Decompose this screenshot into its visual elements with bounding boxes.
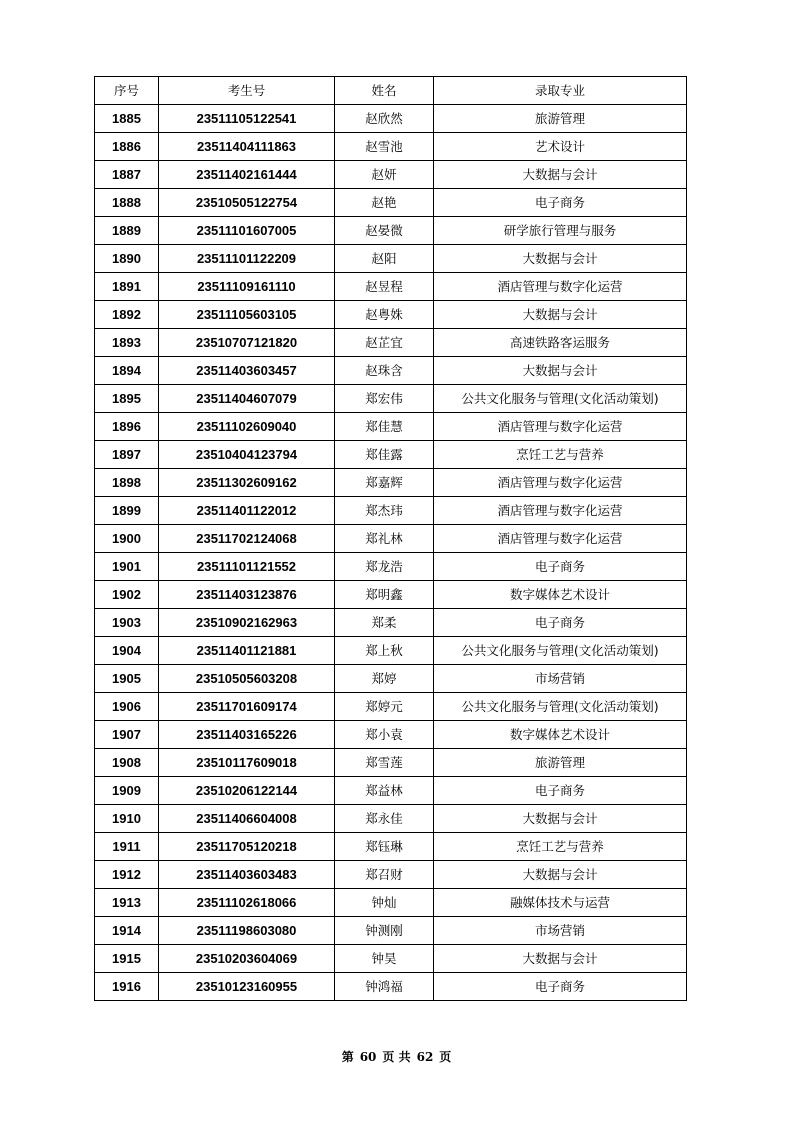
cell-name: 郑杰玮	[335, 497, 434, 525]
cell-major: 大数据与会计	[434, 245, 687, 273]
footer-prefix: 第	[341, 1050, 354, 1064]
footer-suffix: 页	[439, 1050, 452, 1064]
cell-serial: 1896	[95, 413, 159, 441]
cell-name: 郑婷元	[335, 693, 434, 721]
cell-major: 大数据与会计	[434, 301, 687, 329]
page-footer	[0, 1048, 793, 1065]
header-major: 录取专业	[434, 77, 687, 105]
cell-name: 郑佳慧	[335, 413, 434, 441]
table-row	[95, 525, 687, 553]
cell-major: 酒店管理与数字化运营	[434, 525, 687, 553]
cell-name: 郑明鑫	[335, 581, 434, 609]
cell-name: 郑上秋	[335, 637, 434, 665]
cell-serial: 1900	[95, 525, 159, 553]
cell-candidate-id: 23511101121552	[159, 553, 335, 581]
cell-serial: 1889	[95, 217, 159, 245]
cell-serial: 1894	[95, 357, 159, 385]
cell-name: 钟昊	[335, 945, 434, 973]
cell-name: 赵阳	[335, 245, 434, 273]
cell-serial: 1895	[95, 385, 159, 413]
cell-candidate-id: 23511403603457	[159, 357, 335, 385]
cell-major: 数字媒体艺术设计	[434, 721, 687, 749]
cell-major: 艺术设计	[434, 133, 687, 161]
header-candidate-id: 考生号	[159, 77, 335, 105]
cell-candidate-id: 23511401122012	[159, 497, 335, 525]
cell-major: 旅游管理	[434, 105, 687, 133]
table-row	[95, 105, 687, 133]
cell-major: 公共文化服务与管理(文化活动策划)	[434, 385, 687, 413]
admission-table	[94, 76, 687, 1001]
cell-serial: 1905	[95, 665, 159, 693]
cell-name: 郑婷	[335, 665, 434, 693]
cell-name: 赵妍	[335, 161, 434, 189]
cell-major: 市场营销	[434, 917, 687, 945]
footer-page-number: 60	[359, 1050, 377, 1064]
cell-name: 郑嘉辉	[335, 469, 434, 497]
cell-serial: 1914	[95, 917, 159, 945]
cell-candidate-id: 23511406604008	[159, 805, 335, 833]
cell-candidate-id: 23511701609174	[159, 693, 335, 721]
cell-serial: 1892	[95, 301, 159, 329]
cell-candidate-id: 23511109161110	[159, 273, 335, 301]
cell-major: 电子商务	[434, 553, 687, 581]
table-row	[95, 945, 687, 973]
cell-major: 高速铁路客运服务	[434, 329, 687, 357]
table-row	[95, 469, 687, 497]
cell-serial: 1885	[95, 105, 159, 133]
header-row	[95, 77, 687, 105]
cell-serial: 1912	[95, 861, 159, 889]
cell-major: 电子商务	[434, 609, 687, 637]
cell-major: 旅游管理	[434, 749, 687, 777]
cell-major: 大数据与会计	[434, 357, 687, 385]
cell-candidate-id: 23510117609018	[159, 749, 335, 777]
cell-serial: 1898	[95, 469, 159, 497]
cell-serial: 1910	[95, 805, 159, 833]
cell-candidate-id: 23511105122541	[159, 105, 335, 133]
cell-serial: 1899	[95, 497, 159, 525]
cell-name: 钟灿	[335, 889, 434, 917]
cell-name: 赵欣然	[335, 105, 434, 133]
cell-candidate-id: 23510203604069	[159, 945, 335, 973]
cell-candidate-id: 23511404111863	[159, 133, 335, 161]
cell-major: 公共文化服务与管理(文化活动策划)	[434, 637, 687, 665]
cell-candidate-id: 23510206122144	[159, 777, 335, 805]
cell-major: 烹饪工艺与营养	[434, 441, 687, 469]
table-row	[95, 609, 687, 637]
cell-serial: 1887	[95, 161, 159, 189]
table-row	[95, 833, 687, 861]
cell-candidate-id: 23511101122209	[159, 245, 335, 273]
cell-candidate-id: 23511302609162	[159, 469, 335, 497]
cell-serial: 1901	[95, 553, 159, 581]
cell-candidate-id: 23511198603080	[159, 917, 335, 945]
table-row	[95, 777, 687, 805]
cell-candidate-id: 23510505122754	[159, 189, 335, 217]
table-header	[95, 77, 687, 105]
cell-serial: 1913	[95, 889, 159, 917]
table-row	[95, 805, 687, 833]
cell-name: 郑召财	[335, 861, 434, 889]
table-body	[95, 105, 687, 1001]
cell-serial: 1890	[95, 245, 159, 273]
header-name: 姓名	[335, 77, 434, 105]
cell-serial: 1897	[95, 441, 159, 469]
cell-name: 郑永佳	[335, 805, 434, 833]
table-row	[95, 217, 687, 245]
cell-name: 郑柔	[335, 609, 434, 637]
cell-major: 大数据与会计	[434, 945, 687, 973]
table-row	[95, 889, 687, 917]
table-row	[95, 553, 687, 581]
cell-major: 市场营销	[434, 665, 687, 693]
cell-candidate-id: 23511105603105	[159, 301, 335, 329]
cell-major: 研学旅行管理与服务	[434, 217, 687, 245]
cell-major: 融媒体技术与运营	[434, 889, 687, 917]
footer-total-pages: 62	[416, 1050, 434, 1064]
table-row	[95, 665, 687, 693]
table-row	[95, 245, 687, 273]
cell-candidate-id: 23511702124068	[159, 525, 335, 553]
table-row	[95, 385, 687, 413]
cell-candidate-id: 23510707121820	[159, 329, 335, 357]
table-row	[95, 637, 687, 665]
cell-serial: 1903	[95, 609, 159, 637]
cell-serial: 1888	[95, 189, 159, 217]
table-row	[95, 721, 687, 749]
cell-major: 数字媒体艺术设计	[434, 581, 687, 609]
cell-candidate-id: 23510505603208	[159, 665, 335, 693]
cell-serial: 1915	[95, 945, 159, 973]
cell-serial: 1906	[95, 693, 159, 721]
cell-name: 赵雪池	[335, 133, 434, 161]
table-row	[95, 581, 687, 609]
cell-serial: 1904	[95, 637, 159, 665]
table-row	[95, 749, 687, 777]
cell-major: 公共文化服务与管理(文化活动策划)	[434, 693, 687, 721]
table-row	[95, 357, 687, 385]
cell-serial: 1908	[95, 749, 159, 777]
cell-candidate-id: 23510404123794	[159, 441, 335, 469]
cell-serial: 1891	[95, 273, 159, 301]
cell-candidate-id: 23510902162963	[159, 609, 335, 637]
cell-major: 大数据与会计	[434, 805, 687, 833]
cell-name: 钟测刚	[335, 917, 434, 945]
cell-serial: 1902	[95, 581, 159, 609]
table-row	[95, 301, 687, 329]
cell-candidate-id: 23511403165226	[159, 721, 335, 749]
cell-candidate-id: 23511101607005	[159, 217, 335, 245]
table-row	[95, 497, 687, 525]
table-row	[95, 441, 687, 469]
cell-candidate-id: 23511403123876	[159, 581, 335, 609]
cell-name: 郑钰琳	[335, 833, 434, 861]
cell-name: 赵粤姝	[335, 301, 434, 329]
cell-candidate-id: 23511102609040	[159, 413, 335, 441]
cell-candidate-id: 23511102618066	[159, 889, 335, 917]
cell-name: 赵芷宜	[335, 329, 434, 357]
table-row	[95, 189, 687, 217]
cell-major: 大数据与会计	[434, 861, 687, 889]
cell-serial: 1907	[95, 721, 159, 749]
cell-name: 郑小袁	[335, 721, 434, 749]
cell-major: 电子商务	[434, 189, 687, 217]
cell-name: 郑宏伟	[335, 385, 434, 413]
cell-serial: 1886	[95, 133, 159, 161]
cell-name: 郑佳露	[335, 441, 434, 469]
cell-name: 赵昱程	[335, 273, 434, 301]
table-row	[95, 973, 687, 1001]
table-row	[95, 693, 687, 721]
cell-candidate-id: 23510123160955	[159, 973, 335, 1001]
cell-name: 赵珠含	[335, 357, 434, 385]
cell-candidate-id: 23511403603483	[159, 861, 335, 889]
cell-major: 酒店管理与数字化运营	[434, 497, 687, 525]
cell-major: 大数据与会计	[434, 161, 687, 189]
footer-middle: 页 共	[382, 1050, 411, 1064]
table-row	[95, 133, 687, 161]
cell-candidate-id: 23511404607079	[159, 385, 335, 413]
table-row	[95, 861, 687, 889]
cell-name: 赵艳	[335, 189, 434, 217]
cell-major: 酒店管理与数字化运营	[434, 273, 687, 301]
cell-major: 烹饪工艺与营养	[434, 833, 687, 861]
cell-name: 钟鸿福	[335, 973, 434, 1001]
table-row	[95, 273, 687, 301]
table-row	[95, 917, 687, 945]
table-row	[95, 413, 687, 441]
cell-name: 郑雪莲	[335, 749, 434, 777]
cell-candidate-id: 23511705120218	[159, 833, 335, 861]
cell-name: 赵晏微	[335, 217, 434, 245]
cell-serial: 1893	[95, 329, 159, 357]
cell-name: 郑礼林	[335, 525, 434, 553]
cell-major: 电子商务	[434, 777, 687, 805]
cell-name: 郑益林	[335, 777, 434, 805]
cell-major: 酒店管理与数字化运营	[434, 469, 687, 497]
cell-major: 酒店管理与数字化运营	[434, 413, 687, 441]
cell-name: 郑龙浩	[335, 553, 434, 581]
table-row	[95, 161, 687, 189]
cell-major: 电子商务	[434, 973, 687, 1001]
cell-candidate-id: 23511401121881	[159, 637, 335, 665]
cell-serial: 1916	[95, 973, 159, 1001]
cell-serial: 1909	[95, 777, 159, 805]
table-row	[95, 329, 687, 357]
cell-candidate-id: 23511402161444	[159, 161, 335, 189]
cell-serial: 1911	[95, 833, 159, 861]
header-serial: 序号	[95, 77, 159, 105]
